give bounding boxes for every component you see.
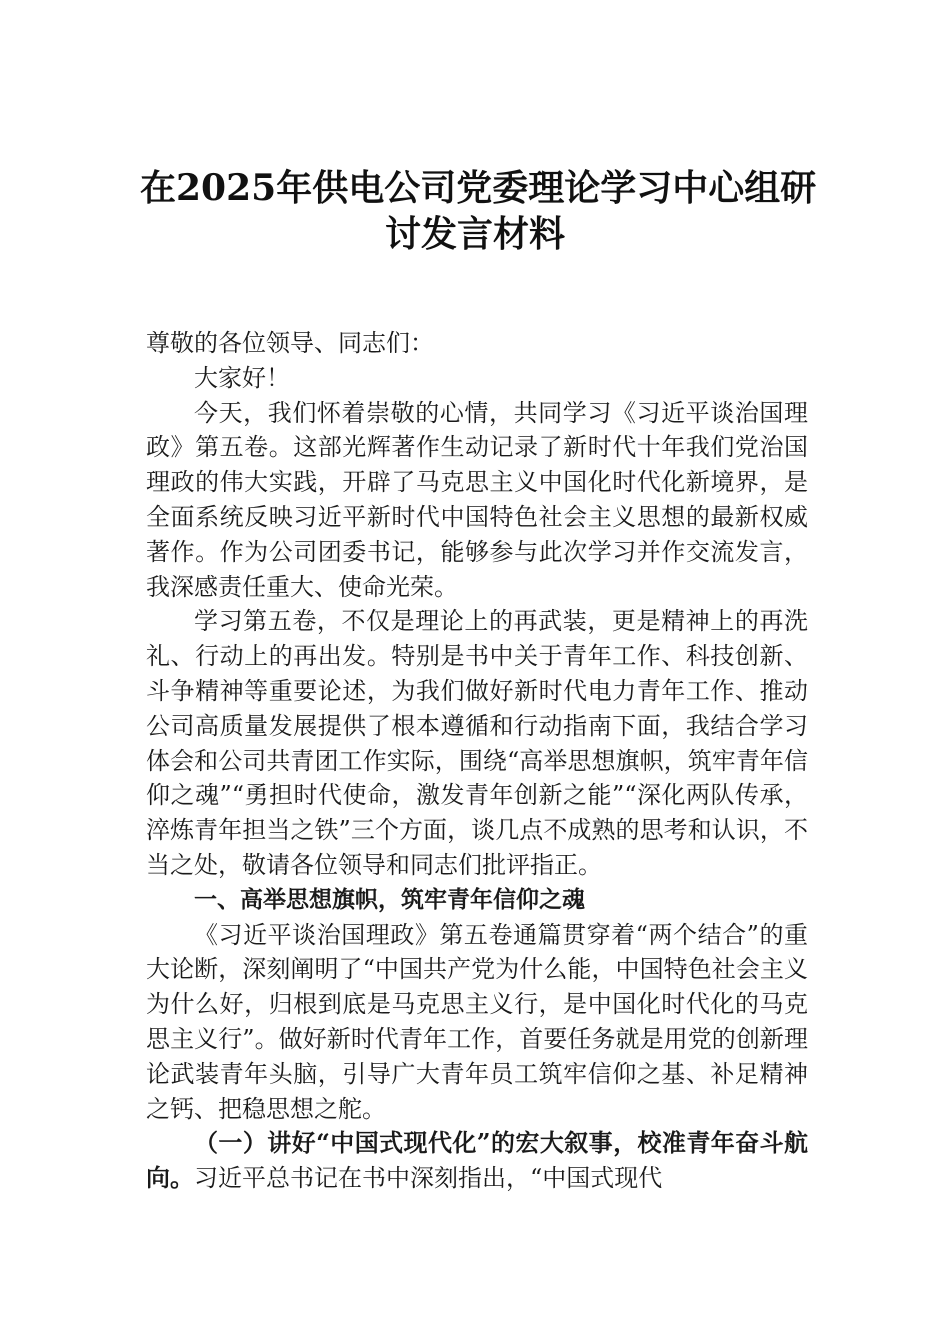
paragraph-section-1: 《习近平谈治国理政》第五卷通篇贯穿着“两个结合”的重大论断，深刻阐明了“中国共产党为什么能，中国特色社会主义为什么好，归根到底是马克思主义行，是中国化时代化的马克思主义行”。做好新时代青年工作，首要任务就是用党的创新理论武装青年头脑，引导广大青年员工筑牢信仰之基、补足精神之钙、把稳思想之舵。 bbox=[146, 920, 808, 1123]
paragraph-intro: 今天，我们怀着崇敬的心情，共同学习《习近平谈治国理政》第五卷。这部光辉著作生动记录了新时代十年我们党治国理政的伟大实践，开辟了马克思主义中国化时代化新境界，是全面系统反映习近平新时代中国特色社会主义思想的最新权威著作。作为公司团委书记，能够参与此次学习并作交流发言，我深感责任重大、使命光荣。 bbox=[146, 398, 808, 601]
paragraph-overview: 学习第五卷，不仅是理论上的再武装，更是精神上的再洗礼、行动上的再出发。特别是书中关于青年工作、科技创新、斗争精神等重要论述，为我们做好新时代电力青年工作、推动公司高质量发展提供了根本遵循和行动指南下面，我结合学习体会和公司共青团工作实际，围绕“高举思想旗帜，筑牢青年信仰之魂”“勇担时代使命，激发青年创新之能”“深化两队传承，淬炼青年担当之铁”三个方面，谈几点不成熟的思考和认识，不当之处，敬请各位领导和同志们批评指正。 bbox=[146, 607, 808, 879]
paragraph-subsection-1 bbox=[146, 1126, 808, 1196]
salutation: 尊敬的各位领导、同志们： bbox=[146, 329, 434, 357]
document-title-line-2: 讨发言材料 bbox=[384, 213, 565, 255]
sub-heading-1: （一）讲好“中国式现代化”的宏大叙事，校准青年奋斗航向。 bbox=[146, 1128, 808, 1193]
document-title-line-1: 在2025年供电公司党委理论学习中心组研 bbox=[140, 167, 817, 209]
greeting: 大家好！ bbox=[194, 363, 290, 392]
paragraph-subsection-1-text: 习近平总书记在书中深刻指出，“中国式现代 bbox=[194, 1164, 663, 1193]
document-body bbox=[146, 326, 808, 1196]
section-heading-1: 一、高举思想旗帜，筑牢青年信仰之魂 bbox=[194, 886, 585, 913]
